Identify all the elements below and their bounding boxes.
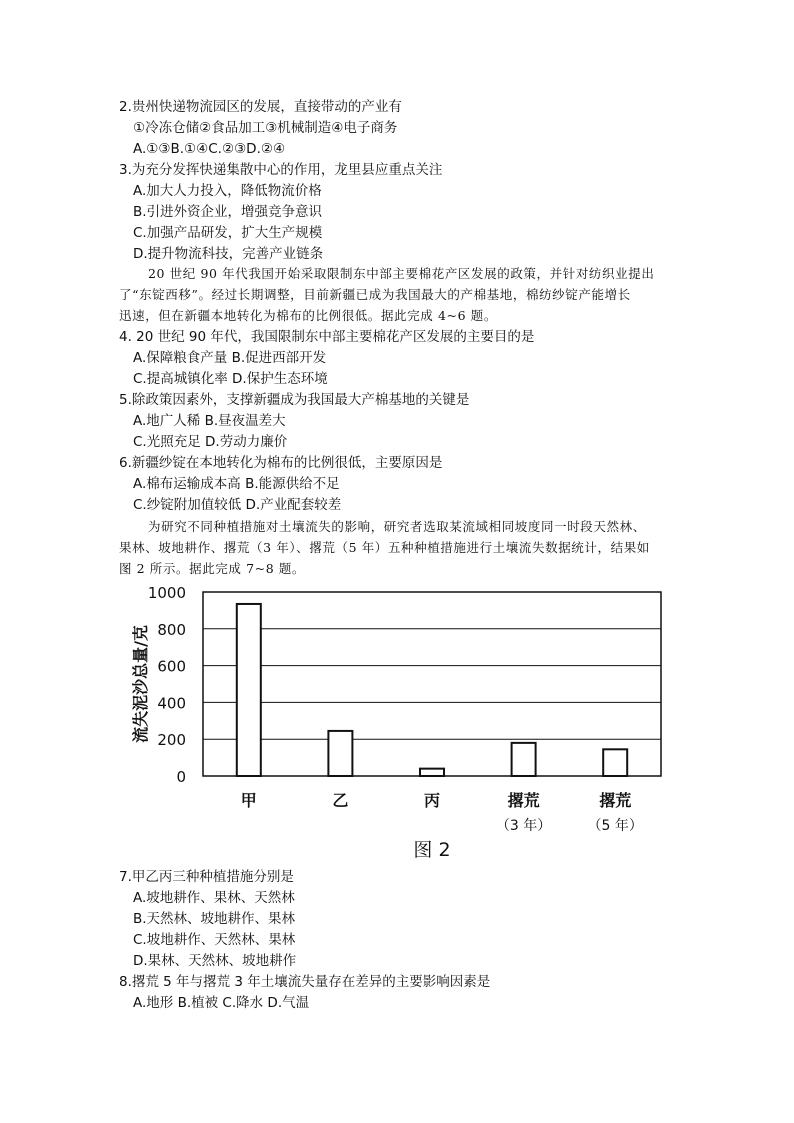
soil-loss-bar-chart: [120, 582, 670, 864]
question-7-option-a: A.坡地耕作、果林、天然林: [133, 890, 295, 906]
passage-1-line: 迅速，但在新疆本地转化为棉布的比例很低。据此完成 4~6 题。: [119, 308, 497, 323]
question-3-option-a: A.加大人力投入，降低物流价格: [133, 183, 322, 199]
chart-bar: [237, 604, 261, 776]
question-2-option-line: A.①③B.①④C.②③D.②④: [133, 141, 286, 157]
chart-x-labels: [241, 791, 643, 834]
question-5-option-line: C.光照充足 D.劳动力廉价: [133, 434, 288, 450]
chart-x-tick-label: 丙: [423, 791, 441, 810]
chart-title: 图 2: [413, 839, 451, 861]
question-3-option-c: C.加强产品研发，扩大生产规模: [133, 225, 323, 241]
chart-bar: [420, 769, 444, 776]
question-3-stem: 3.为充分发挥快递集散中心的作用，龙里县应重点关注: [119, 162, 443, 178]
chart-gridlines: [203, 629, 661, 739]
question-7-option-c: C.坡地耕作、天然林、果林: [133, 932, 296, 948]
chart-x-tick-label: 甲: [240, 791, 257, 810]
chart-x-tick-sublabel: （5 年）: [587, 818, 643, 834]
passage-1-line: 20 世纪 90 年代我国开始采取限制东中部主要棉花产区发展的政策，并针对纺织业提出: [148, 266, 655, 281]
question-7-option-b: B.天然林、坡地耕作、果林: [133, 911, 296, 927]
chart-x-tick-sublabel: （3 年）: [495, 818, 552, 834]
question-3-option-b: B.引进外资企业，增强竞争意识: [133, 204, 323, 220]
chart-bar: [512, 743, 536, 776]
question-2-stem: 2.贵州快递物流园区的发展，直接带动的产业有: [119, 99, 402, 115]
chart-plot-frame: [203, 592, 661, 776]
question-6-option-line: A.棉布运输成本高 B.能源供给不足: [133, 476, 340, 492]
chart-y-axis-label: 流失泥沙总量/克: [131, 625, 150, 743]
passage-1-line: 了“东锭西移”。经过长期调整，目前新疆已成为我国最大的产棉基地，棉纺纱锭产能增长: [119, 287, 631, 302]
question-3-option-d: D.提升物流科技，完善产业链条: [133, 246, 324, 262]
chart-y-tick-label: 600: [157, 657, 186, 676]
chart-y-tick-labels: [148, 584, 186, 786]
question-8-option-line: A.地形 B.植被 C.降水 D.气温: [133, 995, 310, 1011]
chart-y-tick-label: 400: [157, 694, 186, 713]
chart-x-tick-label: 撂荒: [507, 791, 540, 810]
question-4-stem: 4. 20 世纪 90 年代，我国限制东中部主要棉花产区发展的主要目的是: [119, 329, 535, 345]
chart-x-tick-label: 乙: [332, 791, 349, 810]
question-7-option-d: D.果林、天然林、坡地耕作: [133, 953, 297, 969]
chart-bar: [603, 749, 627, 776]
question-7-stem: 7.甲乙丙三种种植措施分别是: [119, 869, 294, 885]
question-4-option-line: C.提高城镇化率 D.保护生态环境: [133, 371, 328, 387]
question-8-stem: 8.撂荒 5 年与撂荒 3 年土壤流失量存在差异的主要影响因素是: [119, 974, 491, 990]
chart-bar: [328, 731, 352, 776]
chart-y-tick-label: 200: [157, 731, 186, 750]
passage-2-line: 为研究不同种植措施对土壤流失的影响，研究者选取某流域相同坡度同一时段天然林、: [148, 519, 646, 534]
chart-y-tick-label: 800: [157, 620, 186, 639]
question-5-option-line: A.地广人稀 B.昼夜温差大: [133, 413, 286, 429]
question-6-stem: 6.新疆纱锭在本地转化为棉布的比例很低，主要原因是: [119, 455, 443, 471]
question-5-stem: 5.除政策因素外，支撑新疆成为我国最大产棉基地的关键是: [119, 392, 470, 408]
question-2-option-line: ①冷冻仓储②食品加工③机械制造④电子商务: [133, 120, 398, 136]
question-6-option-line: C.纱锭附加值较低 D.产业配套较差: [133, 497, 342, 513]
passage-2-line: 图 2 所示。据此完成 7~8 题。: [119, 561, 306, 576]
question-4-option-line: A.保障粮食产量 B.促进西部开发: [133, 350, 327, 366]
chart-bars: [237, 604, 627, 776]
chart-y-tick-label: 0: [176, 768, 186, 786]
chart-y-tick-label: 1000: [147, 584, 186, 602]
chart-x-tick-label: 撂荒: [599, 791, 632, 810]
passage-2-line: 果林、坡地耕作、撂荒（3 年）、撂荒（5 年）五种种植措施进行土壤流失数据统计，结果如: [119, 540, 650, 555]
